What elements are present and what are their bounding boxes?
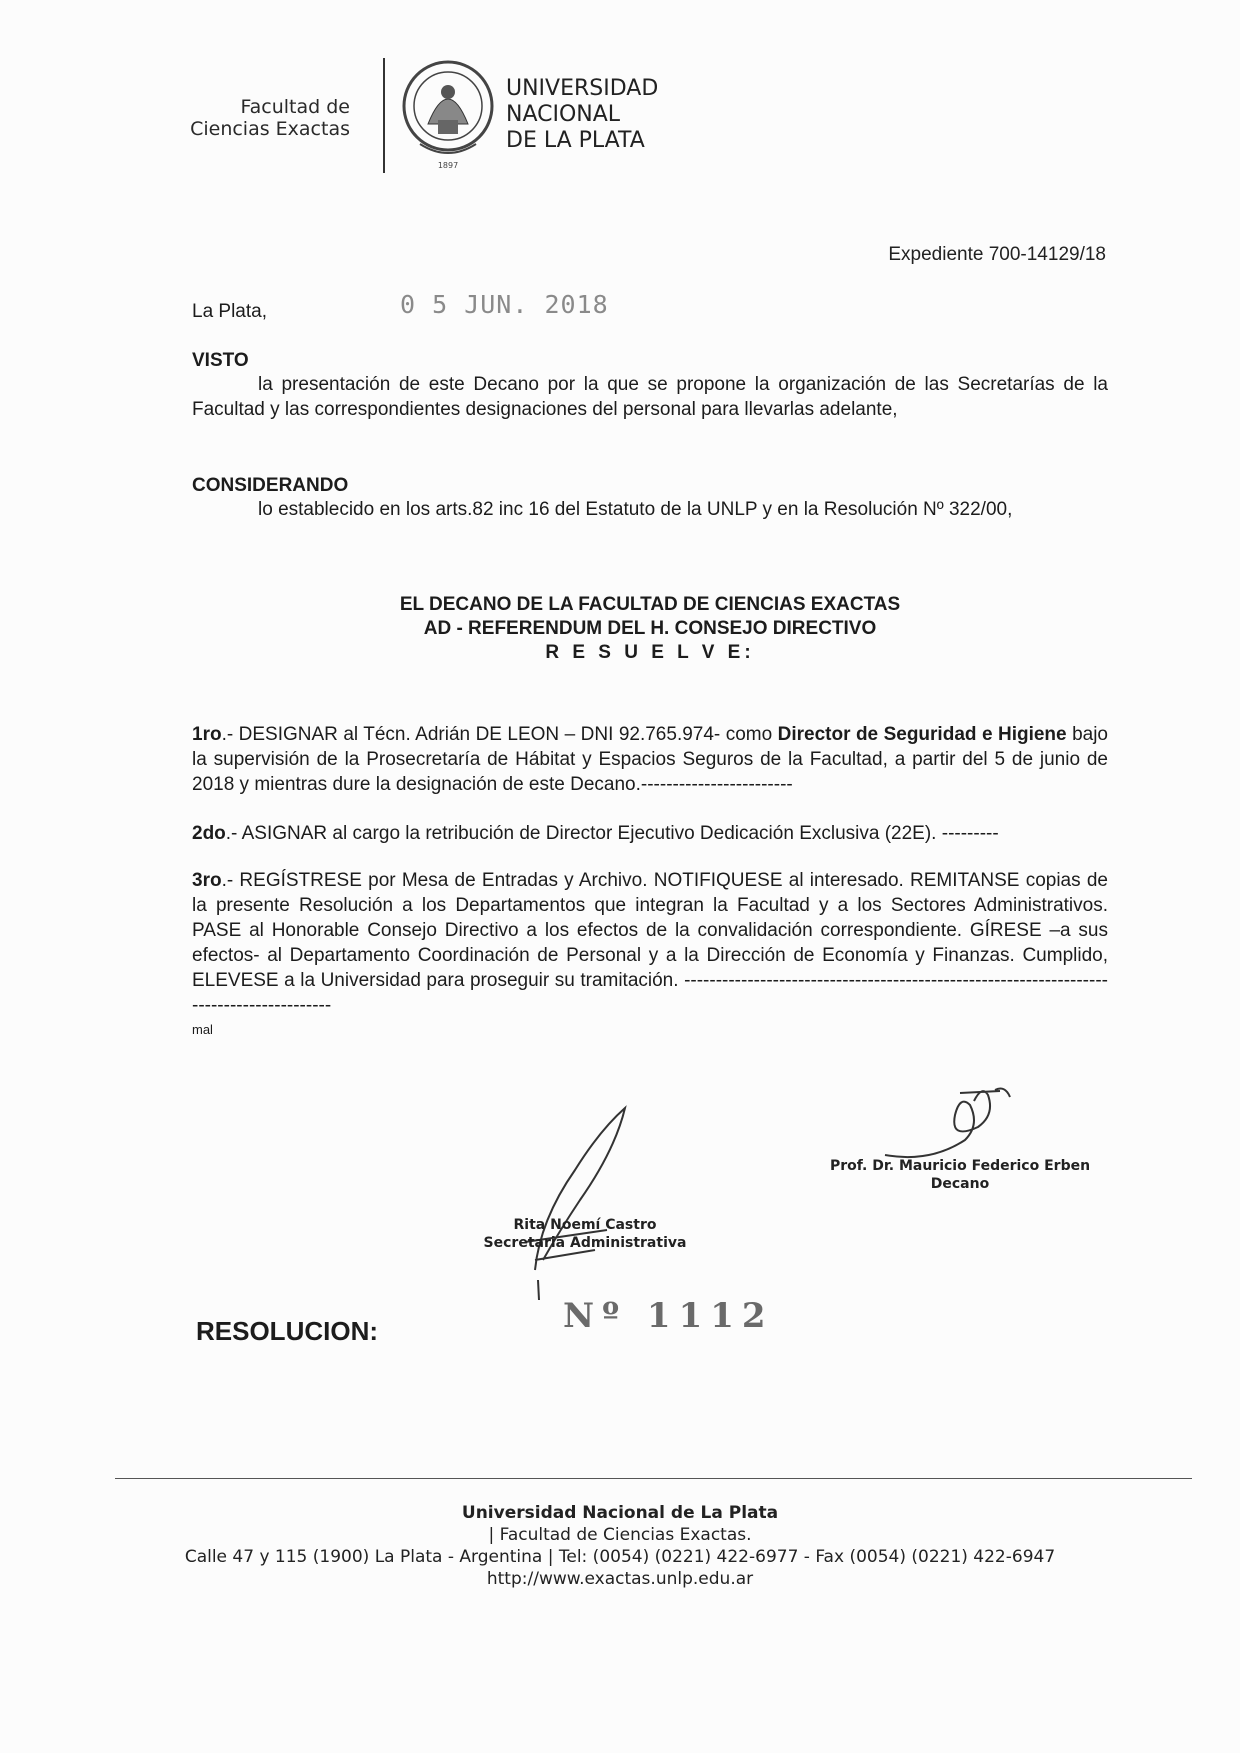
resolution-authority xyxy=(192,593,1108,665)
faculty-name xyxy=(150,96,350,140)
dean-signature-block xyxy=(790,1157,1130,1193)
faculty-line-2: Ciencias Exactas xyxy=(190,118,350,140)
university-line-1: UNIVERSIDAD xyxy=(506,76,659,101)
footer-address: Calle 47 y 115 (1900) La Plata - Argentina | Tel: (0054) (0221) 422-6977 - Fax (0054) (0221) 422-6947 xyxy=(184,1547,1056,1567)
footer-faculty: | Facultad de Ciencias Exactas. xyxy=(488,1525,752,1545)
typist-initials: mal xyxy=(192,1022,213,1037)
considerando-heading: CONSIDERANDO xyxy=(192,475,349,496)
resolution-label: RESOLUCION: xyxy=(196,1316,378,1346)
article-2-text: .- ASIGNAR al cargo la retribución de Director Ejecutivo Dedicación Exclusiva (22E). --------- xyxy=(225,823,999,844)
article-1-text-end: bajo la supervisión de la Prosecretaría de Hábitat y Espacios Seguros de la Facultad, a partir del 5 de junio de 2018 y mientras dure la designación de este Decano.------------------------ xyxy=(192,724,1108,795)
svg-text:1897: 1897 xyxy=(437,161,459,170)
place-label: La Plata, xyxy=(192,301,267,322)
authority-line-1: EL DECANO DE LA FACULTAD DE CIENCIAS EXACTAS xyxy=(399,594,901,615)
footer-website[interactable]: http://www.exactas.unlp.edu.ar xyxy=(486,1569,754,1589)
article-3-number: 3ro xyxy=(192,870,222,891)
article-1-number: 1ro xyxy=(192,724,222,745)
visto-text: la presentación de este Decano por la que se propone la organización de las Secretarías de la Facultad y las correspondientes designaciones del personal para llevarlas adelante, xyxy=(192,374,1108,420)
expediente-number: Expediente 700-14129/18 xyxy=(888,244,1106,265)
footer-university: Universidad Nacional de La Plata xyxy=(461,1503,779,1523)
resolution-number: Nº 1112 xyxy=(563,1296,774,1336)
authority-line-3: R E S U E L V E: xyxy=(545,642,755,663)
university-line-2: NACIONAL xyxy=(506,102,621,127)
university-line-3: DE LA PLATA xyxy=(506,128,645,153)
university-name xyxy=(506,76,658,154)
article-2-number: 2do xyxy=(192,823,226,844)
secretary-signature-block xyxy=(455,1216,715,1252)
dean-signature-icon xyxy=(870,1085,1020,1165)
article-3-text: .- REGÍSTRESE por Mesa de Entradas y Archivo. NOTIFIQUESE al interesado. REMITANSE copias de la presente Resolución a los Departamentos que integran la Facultad y a los Sectores Administrativos. PASE al Honorable Consejo Directivo a los efectos de la convalidación correspondiente. GÍRESE –a sus efectos- al Departamento Coordinación de Personal y a la Dirección de Economía y Finanzas. Cumplido, ELEVESE a la Universidad para proseguir su tramitación. ----------------------------------------------------------------------------------------- xyxy=(192,870,1108,1016)
article-1-position: Director de Seguridad e Higiene xyxy=(777,724,1067,745)
dean-title: Decano xyxy=(930,1176,990,1192)
dean-name: Prof. Dr. Mauricio Federico Erben xyxy=(829,1158,1091,1174)
article-2 xyxy=(192,821,1108,846)
header-divider xyxy=(383,58,385,173)
secretary-name: Rita Noemí Castro xyxy=(513,1217,657,1233)
visto-heading: VISTO xyxy=(192,350,249,371)
university-seal-icon xyxy=(398,54,498,174)
footer-line-1 xyxy=(0,1502,1240,1546)
article-3 xyxy=(192,868,1108,1018)
date-stamp: 0 5 JUN. 2018 xyxy=(400,290,609,319)
authority-line-2: AD - REFERENDUM DEL H. CONSEJO DIRECTIVO xyxy=(423,618,877,639)
article-1 xyxy=(192,722,1108,797)
secretary-title: Secretaria Administrativa xyxy=(483,1235,687,1251)
faculty-line-1: Facultad de xyxy=(240,96,350,118)
secretary-signature-icon xyxy=(515,1100,635,1300)
article-1-text-start: .- DESIGNAR al Técn. Adrián DE LEON – DNI 92.765.974- como xyxy=(221,724,778,745)
footer xyxy=(0,1502,1240,1590)
considerando-text: lo establecido en los arts.82 inc 16 del Estatuto de la UNLP y en la Resolución Nº 322/00, xyxy=(258,499,1013,520)
footer-divider xyxy=(115,1478,1192,1479)
